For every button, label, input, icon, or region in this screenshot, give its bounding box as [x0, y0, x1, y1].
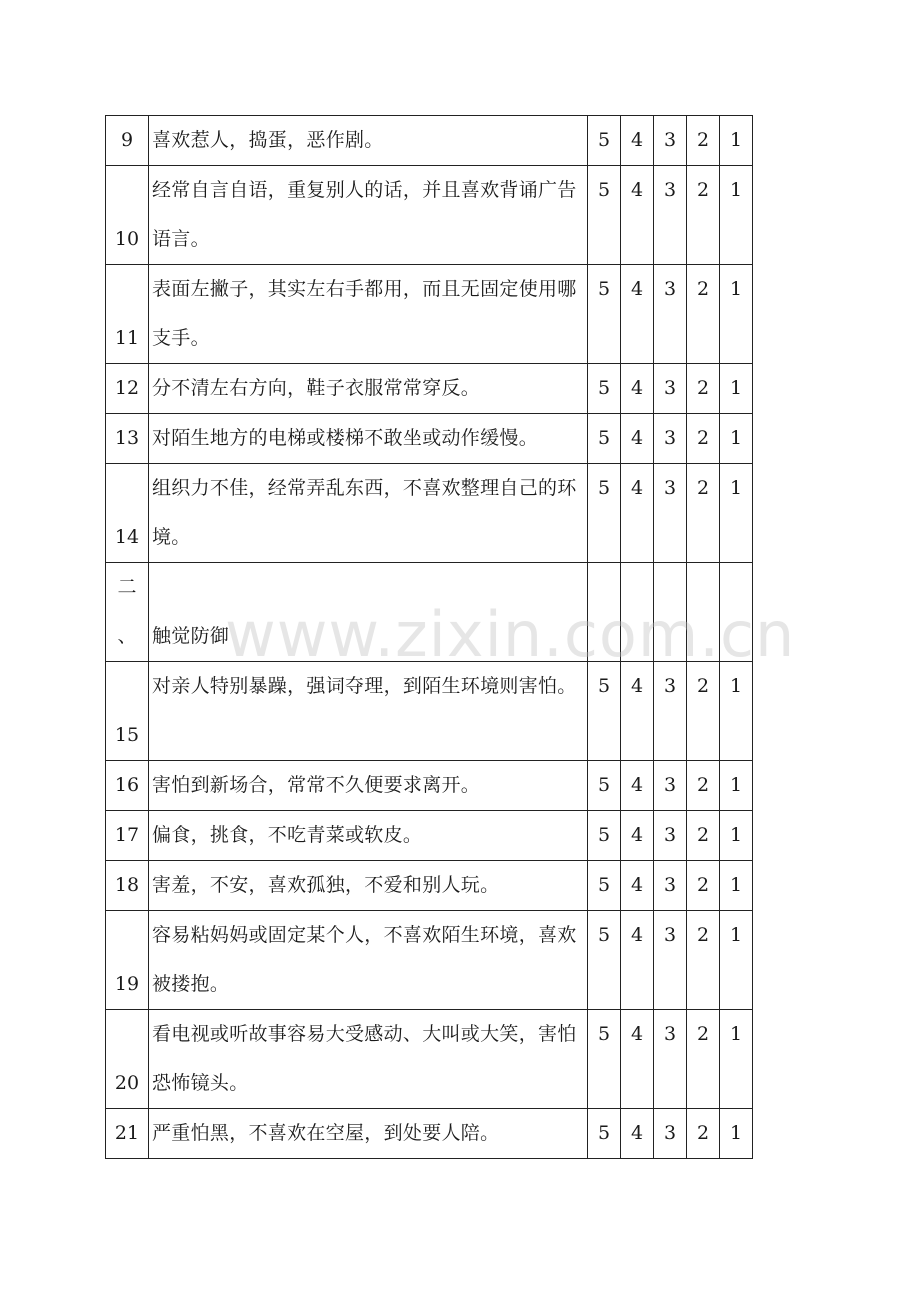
score-2: 2: [687, 861, 720, 911]
score-1: 1: [720, 265, 753, 364]
item-number: 12: [106, 364, 149, 414]
table-row: [106, 414, 753, 464]
score-2: 2: [687, 761, 720, 811]
score-4: 4: [621, 1010, 654, 1109]
score-2: 2: [687, 116, 720, 166]
item-text: 喜欢惹人，捣蛋，恶作剧。: [149, 116, 588, 166]
empty-cell: [720, 563, 753, 662]
score-4: 4: [621, 861, 654, 911]
item-text: 看电视或听故事容易大受感动、大叫或大笑，害怕恐怖镜头。: [149, 1010, 588, 1109]
item-number: 13: [106, 414, 149, 464]
section-title: 触觉防御: [149, 563, 588, 662]
score-2: 2: [687, 364, 720, 414]
score-2: 2: [687, 166, 720, 265]
item-text: 组织力不佳，经常弄乱东西，不喜欢整理自己的环境。: [149, 464, 588, 563]
score-4: 4: [621, 911, 654, 1010]
table-row: [106, 811, 753, 861]
score-3: 3: [654, 464, 687, 563]
item-number: 9: [106, 116, 149, 166]
score-3: 3: [654, 1109, 687, 1159]
table-row: [106, 761, 753, 811]
score-1: 1: [720, 364, 753, 414]
score-5: 5: [588, 464, 621, 563]
score-4: 4: [621, 364, 654, 414]
score-2: 2: [687, 414, 720, 464]
score-3: 3: [654, 364, 687, 414]
table-row: [106, 265, 753, 364]
score-3: 3: [654, 414, 687, 464]
score-4: 4: [621, 414, 654, 464]
watermark: www.zixin.com.cn: [225, 598, 796, 671]
section-row: [106, 563, 753, 662]
item-number: 19: [106, 911, 149, 1010]
score-5: 5: [588, 265, 621, 364]
table-row: [106, 911, 753, 1010]
score-5: 5: [588, 861, 621, 911]
score-5: 5: [588, 811, 621, 861]
table-row: [106, 1010, 753, 1109]
item-number: 17: [106, 811, 149, 861]
item-number: 18: [106, 861, 149, 911]
empty-cell: [654, 563, 687, 662]
item-number: 15: [106, 662, 149, 761]
score-5: 5: [588, 1010, 621, 1109]
table-row: [106, 116, 753, 166]
score-3: 3: [654, 811, 687, 861]
score-1: 1: [720, 761, 753, 811]
item-text: 经常自言自语，重复别人的话，并且喜欢背诵广告语言。: [149, 166, 588, 265]
score-5: 5: [588, 414, 621, 464]
score-1: 1: [720, 811, 753, 861]
score-1: 1: [720, 1010, 753, 1109]
item-text: 对陌生地方的电梯或楼梯不敢坐或动作缓慢。: [149, 414, 588, 464]
empty-cell: [687, 563, 720, 662]
empty-cell: [621, 563, 654, 662]
score-4: 4: [621, 662, 654, 761]
questionnaire-table: [105, 115, 753, 1159]
score-2: 2: [687, 911, 720, 1010]
score-5: 5: [588, 662, 621, 761]
score-5: 5: [588, 116, 621, 166]
item-text: 严重怕黑，不喜欢在空屋，到处要人陪。: [149, 1109, 588, 1159]
score-5: 5: [588, 761, 621, 811]
table-row: [106, 166, 753, 265]
item-text: 表面左撇子，其实左右手都用，而且无固定使用哪支手。: [149, 265, 588, 364]
empty-cell: [588, 563, 621, 662]
score-1: 1: [720, 1109, 753, 1159]
score-1: 1: [720, 861, 753, 911]
item-number: 21: [106, 1109, 149, 1159]
score-2: 2: [687, 1109, 720, 1159]
score-3: 3: [654, 1010, 687, 1109]
score-3: 3: [654, 662, 687, 761]
table-row: [106, 464, 753, 563]
score-2: 2: [687, 662, 720, 761]
item-text: 害羞，不安，喜欢孤独，不爱和别人玩。: [149, 861, 588, 911]
score-5: 5: [588, 364, 621, 414]
section-number-punct: 、: [117, 625, 137, 647]
score-4: 4: [621, 265, 654, 364]
section-number-char: 二: [117, 576, 137, 598]
score-1: 1: [720, 464, 753, 563]
score-4: 4: [621, 811, 654, 861]
item-text: 分不清左右方向，鞋子衣服常常穿反。: [149, 364, 588, 414]
score-2: 2: [687, 1010, 720, 1109]
item-text: 偏食，挑食，不吃青菜或软皮。: [149, 811, 588, 861]
item-number: 16: [106, 761, 149, 811]
item-number: 11: [106, 265, 149, 364]
item-text: 容易粘妈妈或固定某个人，不喜欢陌生环境，喜欢被搂抱。: [149, 911, 588, 1010]
item-number: 20: [106, 1010, 149, 1109]
item-number: 10: [106, 166, 149, 265]
score-5: 5: [588, 166, 621, 265]
score-1: 1: [720, 662, 753, 761]
score-3: 3: [654, 166, 687, 265]
score-3: 3: [654, 265, 687, 364]
table-row: [106, 861, 753, 911]
score-1: 1: [720, 166, 753, 265]
score-1: 1: [720, 116, 753, 166]
section-number: [106, 563, 149, 662]
score-4: 4: [621, 166, 654, 265]
score-3: 3: [654, 861, 687, 911]
score-4: 4: [621, 1109, 654, 1159]
score-4: 4: [621, 761, 654, 811]
score-5: 5: [588, 911, 621, 1010]
table-row: [106, 364, 753, 414]
table-row: [106, 1109, 753, 1159]
score-2: 2: [687, 811, 720, 861]
score-4: 4: [621, 116, 654, 166]
score-2: 2: [687, 464, 720, 563]
item-text: 对亲人特别暴躁，强词夺理，到陌生环境则害怕。: [149, 662, 588, 761]
item-number: 14: [106, 464, 149, 563]
score-3: 3: [654, 116, 687, 166]
table-row: [106, 662, 753, 761]
score-3: 3: [654, 911, 687, 1010]
score-4: 4: [621, 464, 654, 563]
score-2: 2: [687, 265, 720, 364]
score-1: 1: [720, 414, 753, 464]
score-3: 3: [654, 761, 687, 811]
score-5: 5: [588, 1109, 621, 1159]
score-1: 1: [720, 911, 753, 1010]
item-text: 害怕到新场合，常常不久便要求离开。: [149, 761, 588, 811]
